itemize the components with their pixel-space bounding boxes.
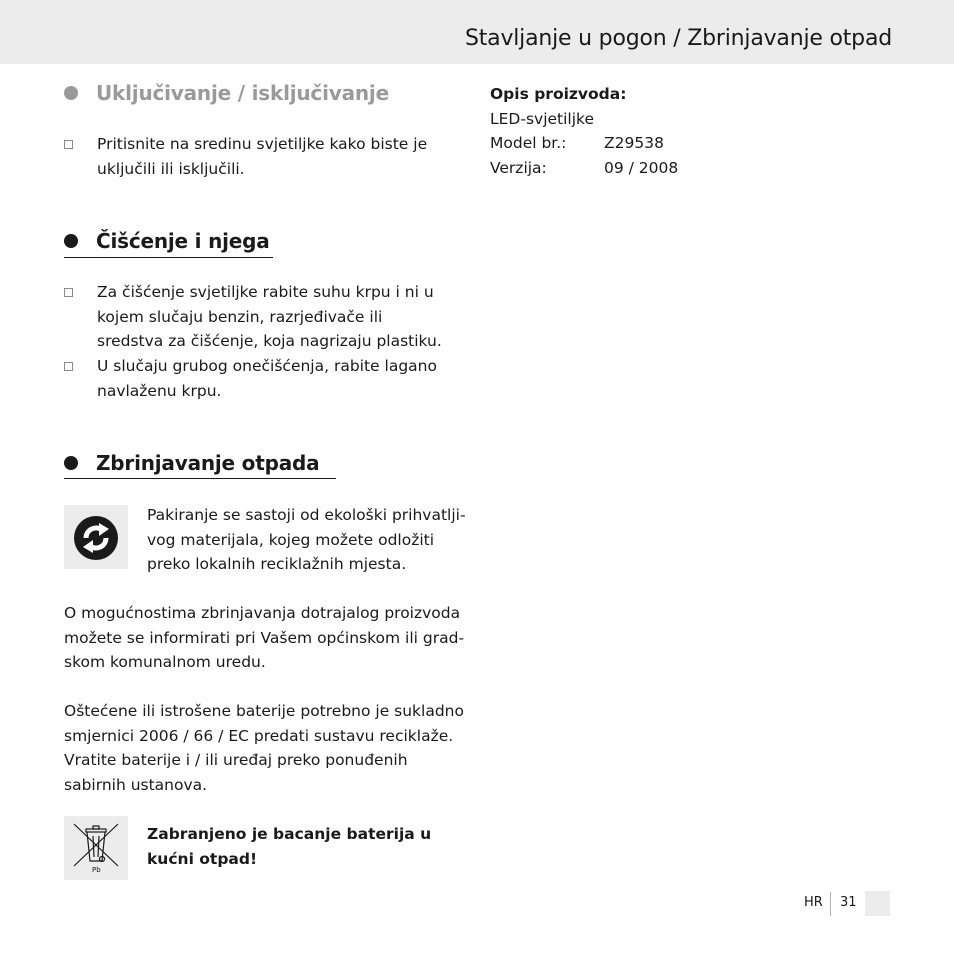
list-item <box>64 280 447 354</box>
version-label: Verzija: <box>490 158 547 177</box>
product-info-title: Opis proizvoda: <box>490 85 627 103</box>
page-header-title: Stavljanje u pogon / Zbrinjavanje otpad <box>464 26 892 51</box>
packaging-text: Pakiranje se sastoji od ekološki prihvatlji-vog materijala, kojeg možete odložiti preko lokalnih reciklažnih mjesta. <box>147 506 466 573</box>
bullet-dot-icon <box>64 234 78 248</box>
list-item-text: Za čišćenje svjetiljke rabite suhu krpu i ni u kojem slučaju benzin, razrjeđivače ili sredstva za čišćenje, koja nagrizaju plastiku. <box>97 283 442 350</box>
square-bullet-icon <box>64 362 73 371</box>
section-heading-text: Čišćenje i njega <box>96 229 270 253</box>
square-bullet-icon <box>64 288 73 297</box>
model-label: Model br.: <box>490 134 567 152</box>
footer-separator <box>830 892 831 916</box>
version-value: 09 / 2008 <box>604 158 679 177</box>
section-heading-text: Uključivanje / isključivanje <box>96 81 389 105</box>
list-item <box>64 132 447 181</box>
disposal-paragraph: O mogućnostima zbrinjavanja dotrajalog proizvoda možete se informirati pri Vašem općinskom ili grad-skom komunalnom uredu. <box>64 604 465 671</box>
heading-underline <box>64 257 273 258</box>
section-heading-on-off <box>64 81 389 105</box>
list-item-text: U slučaju grubog onečišćenja, rabite lagano navlaženu krpu. <box>97 357 437 400</box>
footer-grey-box <box>865 891 890 916</box>
model-value: Z29538 <box>604 134 664 152</box>
section-heading-text: Zbrinjavanje otpada <box>96 451 320 475</box>
battery-warning-text: Zabranjeno je bacanje baterija u kućni otpad! <box>147 825 432 868</box>
crossed-bin-icon <box>64 816 128 880</box>
list-item <box>64 354 447 403</box>
section-heading-disposal <box>64 451 319 475</box>
footer-language: HR <box>804 895 823 910</box>
heading-underline <box>64 478 336 479</box>
recycling-symbol-icon <box>64 505 128 569</box>
bullet-dot-icon <box>64 86 78 100</box>
list-item-text: Pritisnite na sredinu svjetiljke kako biste je uključili ili isključili. <box>97 135 428 178</box>
model-row <box>490 131 678 156</box>
bullet-dot-icon <box>64 456 78 470</box>
bin-icon-label: Pb <box>92 866 101 874</box>
square-bullet-icon <box>64 140 73 149</box>
battery-paragraph: Oštećene ili istrošene baterije potrebno je sukladno smjernici 2006 / 66 / EC predati sustavu reciklaže. Vratite baterije i / ili uređaj preko ponuđenih sabirnih ustanova. <box>64 702 464 794</box>
product-info <box>490 82 678 180</box>
section-heading-cleaning <box>64 229 270 253</box>
page-number: 31 <box>840 895 857 910</box>
version-row <box>490 156 678 181</box>
product-name: LED-svjetiljke <box>490 109 595 128</box>
